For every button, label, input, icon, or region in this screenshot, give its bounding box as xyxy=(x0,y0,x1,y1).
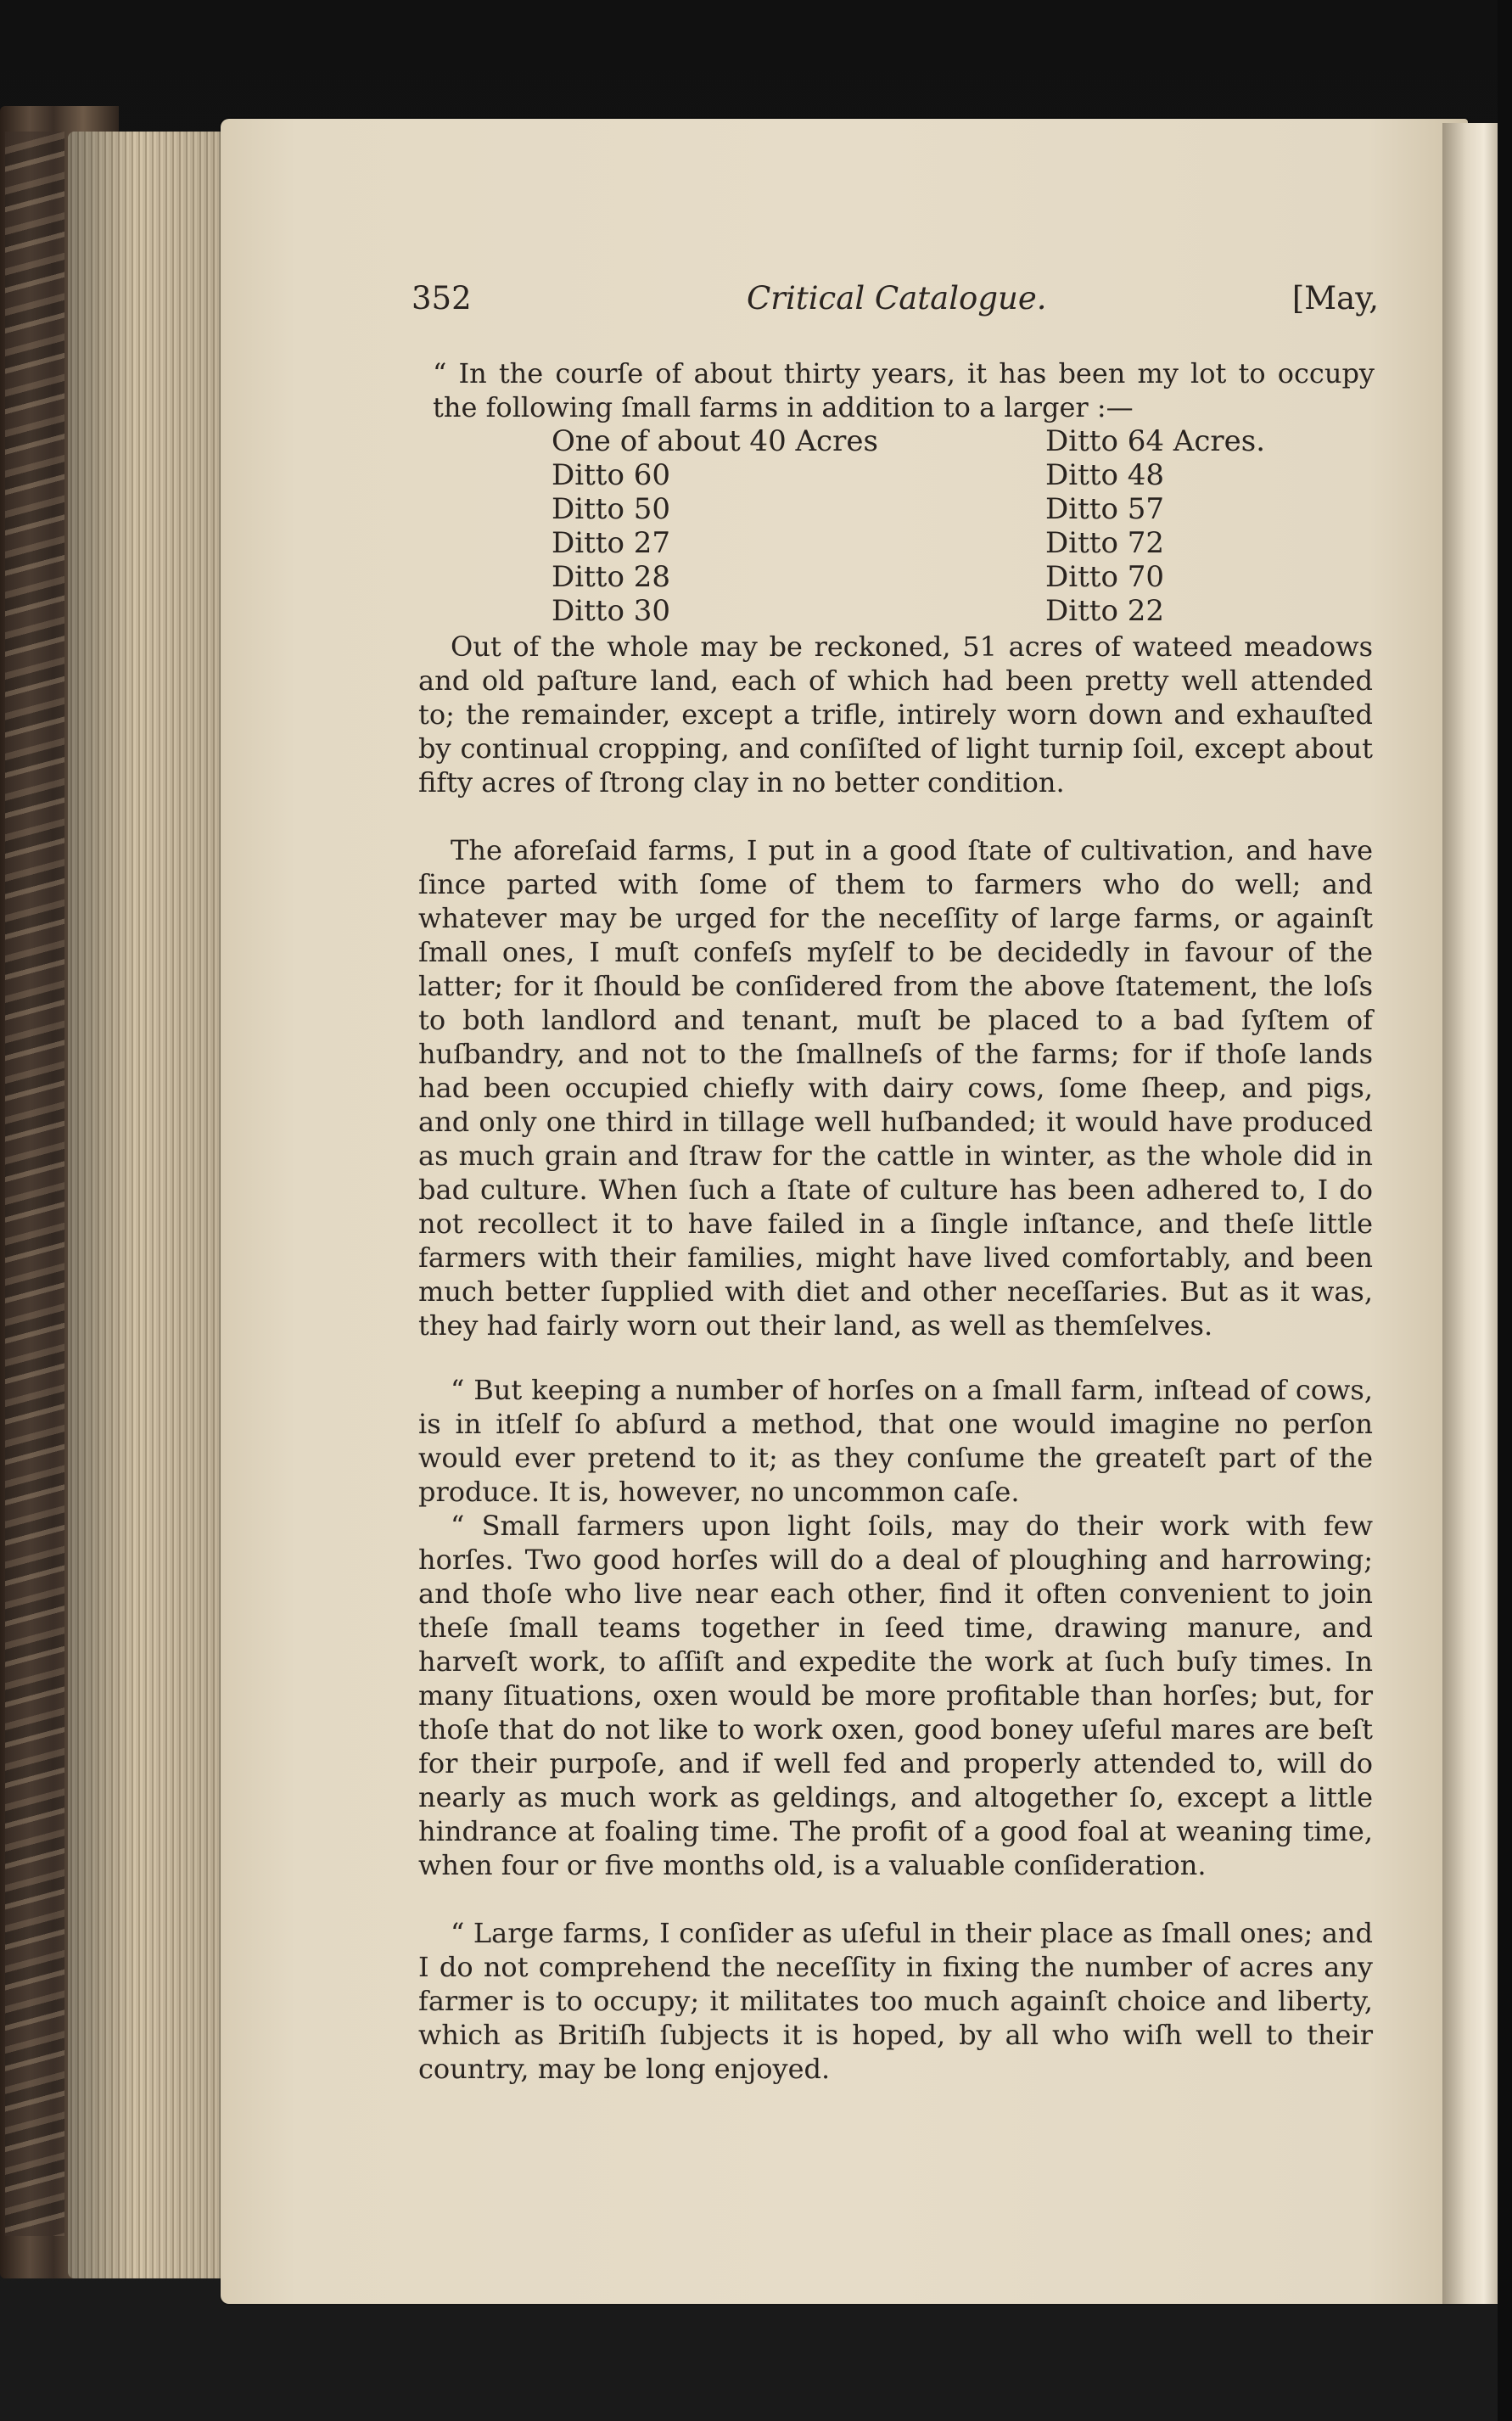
farm-row xyxy=(552,424,1315,458)
body-paragraph: “ But keeping a number of horſes on a ſmall farm, inſtead of cows, is in itſelf ſo abſurd a method, that one would imagine no perſon would ever pretend to it; as they conſume the greateſt part of the produce. It is, however, no uncommon caſe. xyxy=(418,1374,1373,1508)
farms-table xyxy=(552,424,1315,628)
body-paragraph: The aforeſaid farms, I put in a good ſtate of cultivation, and have ſince parted with ſome of them to farmers who do well; and whatever may be urged for the neceſſity of large farms, or againſt ſmall ones, I muſt confeſs myſelf to be decidedly in favour of the latter; for it ſhould be conſidered from the above ſtatement, the loſs to both landlord and tenant, muſt be placed to a bad ſyſtem of huſbandry, and not to the ſmallneſs of the farms; for if thoſe lands had been occupied chiefly with dairy cows, ſome ſheep, and pigs, and only one third in tillage well huſbanded; it would have produced as much grain and ſtraw for the cattle in winter, as the whole did in bad culture. When ſuch a ſtate of culture has been adhered to, I do not recollect it to have failed in a ſingle inſtance, and theſe little farmers with their families, might have lived comfortably, and been much better ſupplied with diet and other neceſſaries. But as it was, they had fairly worn out their land, as well as themſelves. xyxy=(418,834,1373,1342)
farm-right-cell: Ditto 72 xyxy=(1045,526,1165,560)
farm-right-cell: Ditto 64 Acres. xyxy=(1045,424,1266,458)
farm-row xyxy=(552,594,1315,628)
intro-paragraph: “ In the courſe of about thirty years, it has been my lot to occupy the following ſmall farms in addition to a larger :— xyxy=(433,357,1375,423)
running-head xyxy=(412,280,1379,321)
farm-right-cell: Ditto 22 xyxy=(1045,594,1165,628)
running-month: [May, xyxy=(1291,280,1379,317)
farm-left-cell: Ditto 60 xyxy=(552,458,671,492)
body-paragraph: “ Large farms, I conſider as uſeful in their place as ſmall ones; and I do not comprehend the neceſſity in fixing the number of acres any farmer is to occupy; it militates too much againſt choice and liberty, which as Britiſh ſubjects it is hoped, by all who wiſh well to their country, may be long enjoyed. xyxy=(418,1917,1373,2085)
page-edges-shadow xyxy=(68,132,238,2278)
page-number: 352 xyxy=(412,280,472,317)
farm-right-cell: Ditto 70 xyxy=(1045,560,1165,594)
farm-left-cell: Ditto 27 xyxy=(552,526,671,560)
farm-row xyxy=(552,492,1315,526)
running-title: Critical Catalogue. xyxy=(747,280,1047,317)
farm-left-cell: Ditto 50 xyxy=(552,492,671,526)
farm-row xyxy=(552,526,1315,560)
farm-row xyxy=(552,458,1315,492)
body-paragraph: “ Small farmers upon light ſoils, may do their work with few horſes. Two good horſes will do a deal of ploughing and harrowing; and thoſe who live near each other, find it often convenient to join theſe ſmall teams together in ſeed time, drawing manure, and harveſt work, to aſſiſt and expedite the work at ſuch buſy times. In many ſituations, oxen would be more profitable than horſes; but, for thoſe that do not like to work oxen, good boney uſeful mares are beſt for their purpoſe, and if well fed and properly attended to, will do nearly as much work as geldings, and altogether ſo, except a little hindrance at foaling time. The profit of a good foal at weaning time, when four or five months old, is a valuable conſideration. xyxy=(418,1510,1373,1881)
farm-right-cell: Ditto 48 xyxy=(1045,458,1165,492)
farm-left-cell: Ditto 28 xyxy=(552,560,671,594)
farm-left-cell: One of about 40 Acres xyxy=(552,424,878,458)
farm-right-cell: Ditto 57 xyxy=(1045,492,1165,526)
farm-row xyxy=(552,560,1315,594)
scan-edge xyxy=(1498,0,1512,2421)
marbled-cover-pattern xyxy=(5,132,64,2236)
book-gutter xyxy=(1442,123,1502,2304)
farm-left-cell: Ditto 30 xyxy=(552,594,671,628)
body-paragraph: Out of the whole may be reckoned, 51 acres of wateed meadows and old paſture land, each of which had been pretty well attended to; the remainder, except a trifle, intirely worn down and exhauſted by continual cropping, and conſiſted of light turnip ſoil, except about fifty acres of ſtrong clay in no better condition. xyxy=(418,630,1373,799)
